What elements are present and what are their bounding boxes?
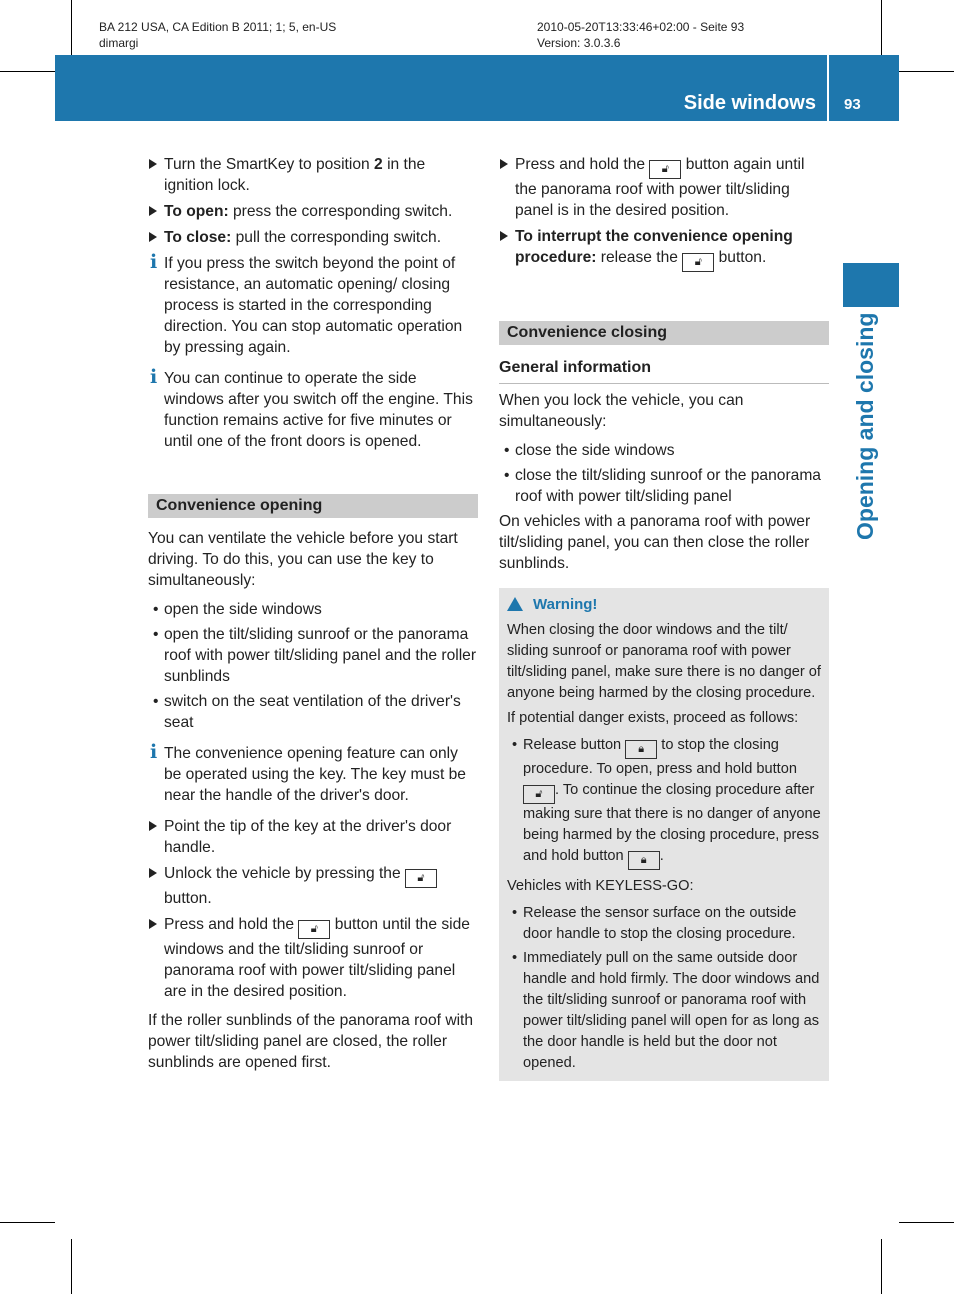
info-note: i The convenience opening feature can only be operated using the key. The key must be near the handle of the driver's door. [150,741,466,804]
step-item: Press and hold the 🔓︎ button again until the panorama roof with power tilt/sliding panel is in the desired position. [499,154,829,221]
crop-mark [0,1222,55,1223]
list-item: • close the side windows [504,442,675,459]
unlock-key-icon: 🔓︎ [523,785,555,804]
unlock-key-icon: 🔓︎ [649,160,681,179]
lock-key-icon: 🔒︎ [625,740,657,759]
warning-box [499,588,829,1081]
info-icon: i [150,366,158,388]
unlock-key-icon: 🔓︎ [298,920,330,939]
info-note: i You can continue to operate the side windows after you switch off the engine. This function remains active for five minutes or until one of the front doors is opened. [150,366,473,450]
list-item: • switch on the seat ventilation of the driver's seat [153,693,461,731]
paragraph: If the roller sunblinds of the panorama roof with power tilt/sliding panel are closed, the roller sunblinds are opened first. [148,1012,474,1071]
section-heading: Convenience closing [499,321,829,345]
paragraph: You can ventilate the vehicle before you start driving. To do this, you can use the key to simultaneously: [148,530,458,589]
step-arrow-icon [149,821,157,831]
chapter-tab-label: Opening and closing [852,312,878,540]
crop-mark [899,71,954,72]
crop-mark [881,0,882,55]
step-item: Unlock the vehicle by pressing the 🔓︎ button. [148,863,478,909]
step-item: To interrupt the convenience opening procedure: release the 🔓︎ button. [499,226,829,272]
list-item: • Release the sensor surface on the outside door handle to stop the closing procedure. [512,905,797,942]
warning-text: Vehicles with KEYLESS-GO: [507,878,694,894]
step-item: To close: pull the corresponding switch. [148,227,478,248]
subheading: General information [499,357,829,384]
step-item: To open: press the corresponding switch. [148,201,478,222]
print-header-right: 2010-05-20T13:33:46+02:00 - Seite 93 Version: 3.0.3.6 [537,20,745,50]
list-item: • Immediately pull on the same outside door handle and hold firmly. The door windows and the tilt/sliding sunroof or panorama roof with power tilt/sliding panel will open for as long as the door handle is held but the door not opened. [512,950,820,1071]
print-header-left: BA 212 USA, CA Edition B 2011; 1; 5, en-US dimargi [99,20,337,50]
crop-mark [899,1222,954,1223]
step-item: Point the tip of the key at the driver's door handle. [148,816,478,858]
right-column [499,154,829,1081]
step-arrow-icon [149,919,157,929]
unlock-key-icon: 🔓︎ [405,869,437,888]
list-item: • Release button 🔒︎ to stop the closing procedure. To open, press and hold button 🔓︎ . To continue the closing procedure after making sure that there is no danger of anyone being harmed by the closing procedure, press and hold button 🔒︎ . [507,735,821,870]
unlock-key-icon: 🔓︎ [682,253,714,272]
crop-mark [71,0,72,55]
step-arrow-icon [149,232,157,242]
section-heading: Convenience opening [148,494,478,518]
warning-heading: Warning! [507,594,821,615]
list-item: • open the side windows [153,601,322,618]
page-number: 93 [844,96,861,113]
info-note: i If you press the switch beyond the point of resistance, an automatic opening/ closing process is started in the corresponding direction. You can stop automatic operation by pressing again. [150,251,463,356]
paragraph: On vehicles with a panorama roof with power tilt/sliding panel, you can then close the roller sunblinds. [499,513,811,572]
step-arrow-icon [500,231,508,241]
info-icon: i [150,251,158,273]
lock-key-icon: 🔒︎ [628,851,660,870]
left-column [148,154,478,1081]
paragraph: When you lock the vehicle, you can simultaneously: [499,392,744,430]
warning-text: If potential danger exists, proceed as follows: [507,710,799,726]
info-icon: i [150,741,158,763]
list-item: • open the tilt/sliding sunroof or the panorama roof with power tilt/sliding panel and the roller sunblinds [153,626,477,685]
step-arrow-icon [149,206,157,216]
warning-triangle-icon [507,597,523,611]
crop-mark [0,71,55,72]
banner-divider [827,55,829,121]
crop-mark [71,1239,72,1294]
list-item: • close the tilt/sliding sunroof or the panorama roof with power tilt/sliding panel [504,467,821,505]
step-arrow-icon [149,159,157,169]
crop-mark [881,1239,882,1294]
step-item: Press and hold the 🔓︎ button until the side windows and the tilt/sliding sunroof or panorama roof with power tilt/sliding panel are in the desired position. [148,914,478,1002]
chapter-banner [55,55,899,121]
step-item: Turn the SmartKey to position 2 in the ignition lock. [148,154,478,196]
step-arrow-icon [149,868,157,878]
warning-text: When closing the door windows and the tilt/ sliding sunroof or panorama roof with power tilt/sliding panel, make sure there is no danger of anyone being harmed by the closing procedure. [507,622,821,701]
step-arrow-icon [500,159,508,169]
section-title: Side windows [683,92,816,114]
